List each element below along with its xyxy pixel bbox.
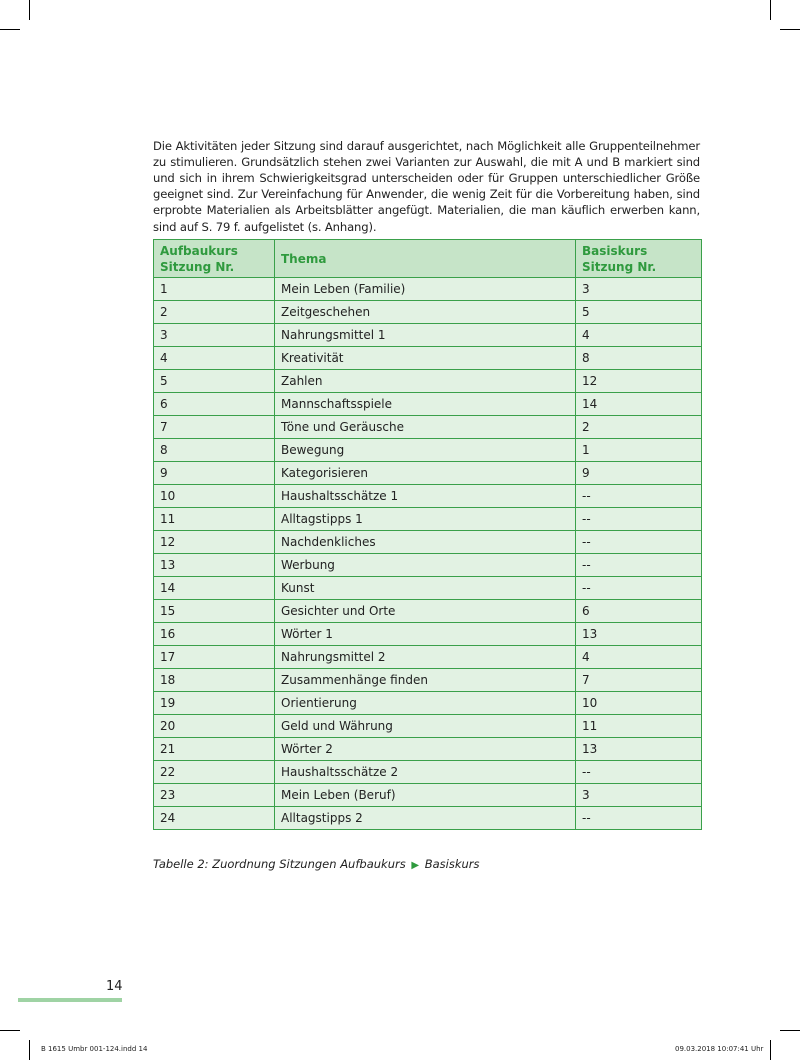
cell-aufbaukurs-nr: 14 [154,577,275,600]
cell-thema: Mein Leben (Beruf) [275,784,576,807]
cell-basiskurs-nr: -- [576,807,702,830]
cell-basiskurs-nr: 1 [576,439,702,462]
cell-aufbaukurs-nr: 24 [154,807,275,830]
arrow-right-icon: ▶ [411,860,420,871]
cell-basiskurs-nr: 8 [576,347,702,370]
cell-thema: Töne und Geräusche [275,416,576,439]
cell-aufbaukurs-nr: 22 [154,761,275,784]
cell-aufbaukurs-nr: 3 [154,324,275,347]
cell-thema: Mannschaftsspiele [275,393,576,416]
cell-thema: Zusammenhänge finden [275,669,576,692]
crop-mark [780,29,800,30]
cell-aufbaukurs-nr: 10 [154,485,275,508]
cell-aufbaukurs-nr: 18 [154,669,275,692]
cell-basiskurs-nr: -- [576,761,702,784]
cell-basiskurs-nr: 3 [576,784,702,807]
table-row [154,324,702,347]
cell-basiskurs-nr: 6 [576,600,702,623]
table-row [154,738,702,761]
table-row [154,715,702,738]
cell-basiskurs-nr: 4 [576,324,702,347]
cell-thema: Geld und Währung [275,715,576,738]
page-number-bar [18,998,122,1002]
table-caption: Tabelle 2: Zuordnung Sitzungen Aufbaukurs ▶ Basiskurs [153,857,480,871]
cell-aufbaukurs-nr: 17 [154,646,275,669]
crop-mark [0,29,20,30]
cell-aufbaukurs-nr: 11 [154,508,275,531]
table-row [154,278,702,301]
table-row [154,531,702,554]
cell-thema: Werbung [275,554,576,577]
cell-aufbaukurs-nr: 7 [154,416,275,439]
cell-aufbaukurs-nr: 20 [154,715,275,738]
table-row [154,301,702,324]
cell-aufbaukurs-nr: 2 [154,301,275,324]
table-row [154,577,702,600]
table-row [154,623,702,646]
cell-thema: Haushaltsschätze 2 [275,761,576,784]
intro-paragraph: Die Aktivitäten jeder Sitzung sind darauf ausgerichtet, nach Möglichkeit alle Gruppenteilnehmer zu stimulieren. Grundsätzlich stehen zwei Varianten zur Auswahl, die mit A und B markiert sind und sich in ihrem Schwierigkeitsgrad unterscheiden oder für Gruppen unterschiedlicher Größe geeignet sind. Zur Vereinfachung für Anwender, die wenig Zeit für die Vorbereitung haben, sind erprobte Materialien als Arbeitsblätter angefügt. Materialien, die man käuflich erwerben kann, sind auf S. 79 f. aufgelistet (s. Anhang). [153,138,700,234]
slug-right: 09.03.2018 10:07:41 Uhr [675,1045,764,1053]
crop-mark [29,1040,30,1060]
table-row [154,600,702,623]
cell-aufbaukurs-nr: 6 [154,393,275,416]
crop-mark [780,1030,800,1031]
cell-aufbaukurs-nr: 13 [154,554,275,577]
cell-basiskurs-nr: 11 [576,715,702,738]
table-row [154,370,702,393]
cell-thema: Alltagstipps 2 [275,807,576,830]
table-row [154,554,702,577]
cell-aufbaukurs-nr: 15 [154,600,275,623]
cell-basiskurs-nr: 3 [576,278,702,301]
header-thema: Thema [275,240,576,278]
table-row [154,416,702,439]
crop-mark [0,1030,20,1031]
cell-thema: Kunst [275,577,576,600]
cell-thema: Haushaltsschätze 1 [275,485,576,508]
cell-aufbaukurs-nr: 16 [154,623,275,646]
cell-basiskurs-nr: 4 [576,646,702,669]
crop-mark [770,0,771,20]
cell-thema: Gesichter und Orte [275,600,576,623]
cell-aufbaukurs-nr: 23 [154,784,275,807]
session-mapping-table [153,239,702,830]
cell-basiskurs-nr: 12 [576,370,702,393]
cell-thema: Kategorisieren [275,462,576,485]
cell-basiskurs-nr: 2 [576,416,702,439]
cell-thema: Orientierung [275,692,576,715]
cell-thema: Mein Leben (Familie) [275,278,576,301]
cell-thema: Nachdenkliches [275,531,576,554]
cell-thema: Kreativität [275,347,576,370]
table-row [154,508,702,531]
table-row [154,807,702,830]
header-basiskurs: Basiskurs Sitzung Nr. [576,240,702,278]
cell-aufbaukurs-nr: 4 [154,347,275,370]
cell-basiskurs-nr: -- [576,485,702,508]
crop-mark [29,0,30,20]
cell-basiskurs-nr: 14 [576,393,702,416]
cell-thema: Alltagstipps 1 [275,508,576,531]
table-row [154,784,702,807]
cell-thema: Zeitgeschehen [275,301,576,324]
table-row [154,393,702,416]
cell-thema: Bewegung [275,439,576,462]
cell-basiskurs-nr: 5 [576,301,702,324]
cell-thema: Nahrungsmittel 2 [275,646,576,669]
header-aufbaukurs: Aufbaukurs Sitzung Nr. [154,240,275,278]
table-row [154,646,702,669]
cell-basiskurs-nr: -- [576,554,702,577]
cell-basiskurs-nr: -- [576,508,702,531]
table-row [154,347,702,370]
cell-basiskurs-nr: 13 [576,623,702,646]
cell-basiskurs-nr: 7 [576,669,702,692]
cell-aufbaukurs-nr: 19 [154,692,275,715]
table-row [154,692,702,715]
table-row [154,462,702,485]
cell-thema: Nahrungsmittel 1 [275,324,576,347]
cell-aufbaukurs-nr: 21 [154,738,275,761]
cell-basiskurs-nr: 10 [576,692,702,715]
cell-aufbaukurs-nr: 8 [154,439,275,462]
cell-thema: Wörter 2 [275,738,576,761]
cell-basiskurs-nr: -- [576,577,702,600]
table-row [154,669,702,692]
table-row [154,485,702,508]
cell-aufbaukurs-nr: 5 [154,370,275,393]
table-row [154,439,702,462]
crop-mark [770,1040,771,1060]
table-row [154,761,702,784]
cell-basiskurs-nr: 9 [576,462,702,485]
cell-basiskurs-nr: 13 [576,738,702,761]
slug-left: B 1615 Umbr 001-124.indd 14 [41,1045,148,1053]
page-number: 14 [106,979,123,994]
cell-aufbaukurs-nr: 1 [154,278,275,301]
cell-basiskurs-nr: -- [576,531,702,554]
cell-aufbaukurs-nr: 12 [154,531,275,554]
cell-thema: Wörter 1 [275,623,576,646]
cell-aufbaukurs-nr: 9 [154,462,275,485]
cell-thema: Zahlen [275,370,576,393]
table-header-row [154,240,702,278]
